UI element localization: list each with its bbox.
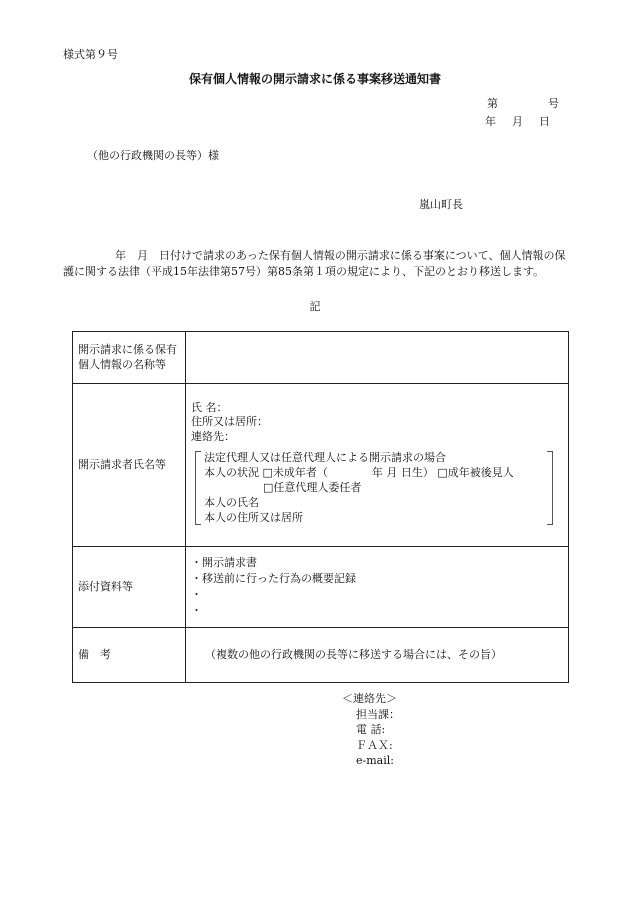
principal-name: 本人の氏名 [204,495,259,509]
list-item: ・ [191,588,202,601]
list-item: ・ [191,603,202,617]
contact-phone: 電 話: [356,723,386,737]
ref-no-suffix: 号 [548,97,559,110]
sender: 嵐山町長 [419,198,463,211]
ki-heading: 記 [309,300,321,313]
table-row [73,547,569,628]
remarks-text: （複数の他の行政機関の長等に移送する場合には、その旨） [205,647,502,661]
contact-fax: ＦＡＸ: [356,738,393,752]
ref-month: 月 [512,115,523,128]
list-item: ・移送前に行った行為の概要記録 [191,572,356,586]
principal-status: 本人の状況 □未成年者（ 年 月 日生） □成年被後見人 [204,466,514,479]
list-item: ・開示請求書 [191,556,257,570]
requester-contact: 連絡先： [191,430,235,444]
table-row [73,384,569,547]
ref-day: 日 [539,115,550,128]
ref-no-prefix: 第 [487,97,498,110]
table-row [73,628,569,683]
table-row [73,332,569,384]
addressee: （他の行政機関の長等）様 [87,149,219,162]
ref-year: 年 [485,115,496,128]
proxy-heading: 法定代理人又は任意代理人による開示請求の場合 [204,451,446,465]
requester-name: 氏 名： [191,400,228,414]
reference-date [485,115,550,130]
proxy-bracket [195,451,553,525]
remarks-label: 備 考 [73,628,186,683]
requester-label: 開示請求者氏名等 [73,384,186,547]
reference-number [487,97,559,112]
principal-address: 本人の住所又は居所 [204,510,303,524]
contact-heading: ＜連絡先＞ [342,692,397,705]
transfer-table [72,331,569,683]
attachments-label: 添付資料等 [73,547,186,628]
principal-status-2: □任意代理人委任者 [263,480,362,494]
body-paragraph: 年 月 日付けで請求のあった保有個人情報の開示請求に係る事案について、個人情報の保護に関する法律（平成15年法律第57号）第85条第１項の規定により、下記のとおり移送します。 [63,249,566,278]
requester-value [186,384,569,547]
info-name-label: 開示請求に係る保有個人情報の名称等 [73,332,186,384]
requester-address: 住所又は居所： [191,415,268,429]
form-number: 様式第９号 [63,48,118,61]
contact-section: 担当課： [356,707,400,721]
attachments-value [186,547,569,628]
document-title: 保有個人情報の開示請求に係る事案移送通知書 [188,72,441,86]
info-name-value [186,332,569,384]
remarks-value [186,628,569,683]
contact-block [342,691,400,769]
contact-email: e-mail: [356,754,394,768]
